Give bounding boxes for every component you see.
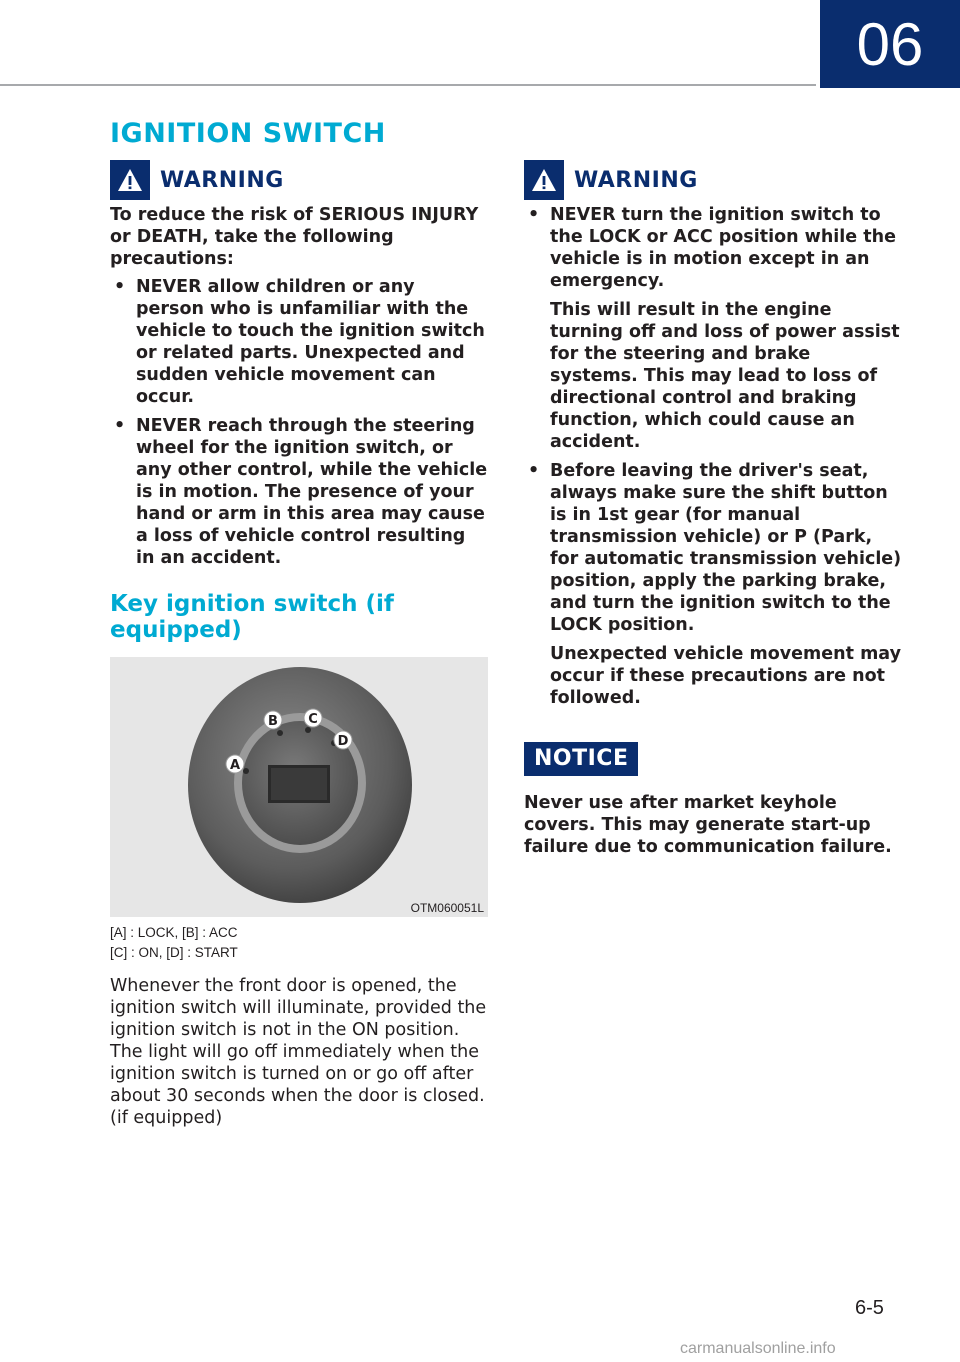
left-column bbox=[110, 160, 488, 1147]
position-marker-a bbox=[226, 755, 244, 773]
notice-label: NOTICE bbox=[524, 742, 638, 776]
figure-caption bbox=[110, 923, 488, 963]
ignition-switch-illustration bbox=[110, 657, 488, 917]
bullet-extra: Unexpected vehicle movement may occur if these precautions are not followed. bbox=[550, 644, 901, 708]
position-marker-d bbox=[334, 731, 352, 749]
position-marker-c bbox=[304, 709, 322, 727]
left-warning-title: WARNING bbox=[160, 167, 284, 193]
right-warning-list bbox=[524, 204, 902, 709]
marker-a-label: A bbox=[229, 758, 241, 773]
section-title: IGNITION SWITCH bbox=[110, 118, 386, 149]
warning-triangle-icon bbox=[524, 160, 564, 200]
marker-d-label: D bbox=[337, 734, 349, 749]
page-number: 6-5 bbox=[855, 1297, 884, 1319]
bullet-text: • Before leaving the driver's seat, always make sure the shift button is in 1st gear (for manual transmission vehicle) or P (Park, for automatic transmission vehicle) position, apply the parking brake, and turn the ignition switch to the LOCK position. bbox=[550, 461, 902, 635]
watermark: carmanualsonline.info bbox=[680, 1340, 836, 1357]
ignition-switch-figure bbox=[110, 657, 488, 917]
marker-b-label: B bbox=[268, 714, 278, 729]
caption-line: [A] : LOCK, [B] : ACC bbox=[110, 925, 238, 940]
left-warning-bullet: • NEVER allow children or any person who is unfamiliar with the vehicle to touch the ignition switch or related parts. Unexpected and sudden vehicle movement can occur. bbox=[110, 276, 488, 408]
chapter-tab bbox=[820, 0, 960, 88]
right-warning-header bbox=[524, 160, 902, 200]
right-warning-title: WARNING bbox=[574, 167, 698, 193]
right-column bbox=[524, 160, 902, 876]
right-warning-bullet bbox=[524, 460, 902, 709]
position-marker-b bbox=[264, 711, 282, 729]
marker-c-label: C bbox=[308, 712, 318, 727]
warning-triangle-icon bbox=[110, 160, 150, 200]
left-warning-intro: To reduce the risk of SERIOUS INJURY or DEATH, take the following precautions: bbox=[110, 205, 479, 269]
bullet-extra: This will result in the engine turning off and loss of power assist for the steering and brake systems. This may lead to loss of directional control and braking function, which could cause an accident. bbox=[550, 300, 900, 452]
bullet-text: • NEVER turn the ignition switch to the LOCK or ACC position while the vehicle is in motion except in an emergency. bbox=[550, 205, 896, 291]
right-warning-bullet bbox=[524, 204, 902, 453]
left-warning-bullet: • NEVER reach through the steering wheel for the ignition switch, or any other control, while the vehicle is in motion. The presence of your hand or arm in this area may cause a loss of vehicle control resulting in an accident. bbox=[110, 415, 488, 569]
subsection-title: Key ignition switch (if equipped) bbox=[110, 591, 394, 643]
chapter-number: 06 bbox=[856, 10, 924, 78]
notice-text: Never use after market keyhole covers. This may generate start-up failure due to communication failure. bbox=[524, 793, 892, 857]
ignition-body-text: Whenever the front door is opened, the ignition switch will illuminate, provided the ignition switch is not in the ON position. The light will go off immediately when the ignition switch is turned on or go off after about 30 seconds when the door is closed. (if equipped) bbox=[110, 976, 487, 1128]
figure-code: OTM060051L bbox=[410, 901, 484, 915]
header-rule bbox=[0, 84, 816, 86]
left-warning-header bbox=[110, 160, 488, 200]
left-warning-list bbox=[110, 276, 488, 569]
caption-line: [C] : ON, [D] : START bbox=[110, 945, 238, 960]
